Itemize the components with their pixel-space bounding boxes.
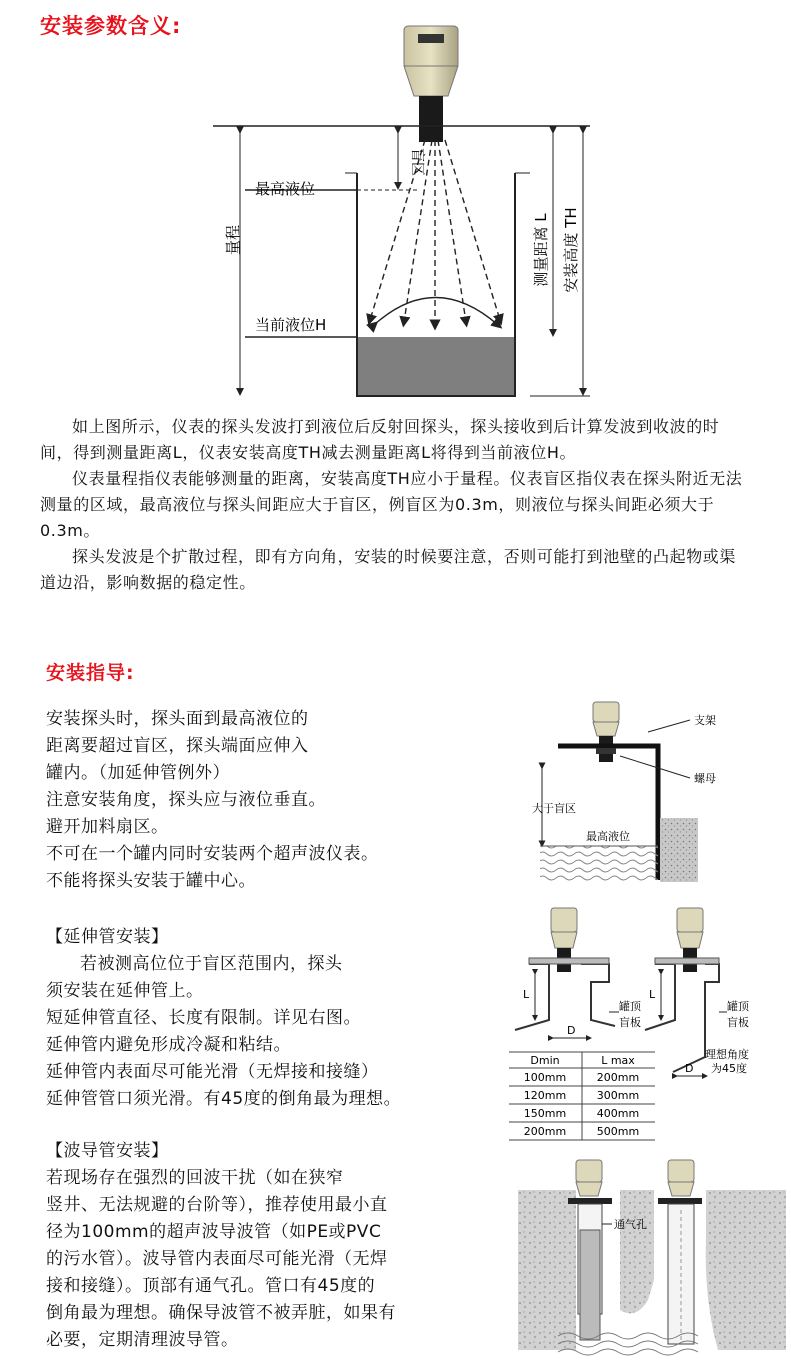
section-title: 【波导管安装】 xyxy=(46,1141,169,1161)
install-params-diagram xyxy=(0,0,791,410)
extension-line: 若被测高位位于盲区范围内，探头 xyxy=(80,954,343,974)
extension-line: 延伸管管口须光滑。有45度的倒角最为理想。 xyxy=(46,1089,402,1109)
paragraph: 仪表量程指仪表能够测量的距离，安装高度TH应小于量程。仪表盲区指仪表在探头附近无法测量的区域，最高液位与探头间距应大于盲区，例盲区为0.3m，则液位与探头间距必须大于0.3m。 xyxy=(40,469,743,540)
range-label: 量程 xyxy=(224,224,242,256)
vent-hole-label: 通气孔 xyxy=(614,1218,647,1231)
waveguide-text xyxy=(46,1138,516,1354)
install-guide-text xyxy=(46,706,516,895)
blind-plate-label: 盲板 xyxy=(619,1016,641,1029)
waveguide-diagram xyxy=(518,1150,786,1360)
blind-plate-label: 盲板 xyxy=(727,1016,749,1029)
L-label: L xyxy=(649,988,656,1001)
dimension-table xyxy=(509,1052,655,1140)
guide-line: 罐内。（加延伸管例外） xyxy=(46,763,230,783)
extension-pipe-text xyxy=(46,924,516,1113)
guide-line: 注意安装角度，探头应与液位垂直。 xyxy=(46,790,326,810)
install-guide-heading: 安装指导: xyxy=(46,662,135,684)
guide-line: 安装探头时，探头面到最高液位的 xyxy=(46,709,309,729)
blind-zone-label: 盲区 xyxy=(409,148,425,176)
guide-line: 避开加料扇区。 xyxy=(46,817,169,837)
waveguide-line: 径为100mm的超声波导波管（如PE或PVC xyxy=(46,1222,382,1242)
guide-line: 不能将探头安装于罐中心。 xyxy=(46,871,256,891)
table-cell: 300mm xyxy=(596,1089,640,1102)
D-label: D xyxy=(685,1062,694,1075)
waveguide-line: 若现场存在强烈的回波干扰（如在狭窄 xyxy=(46,1168,344,1188)
paragraph: 如上图所示，仪表的探头发波打到液位后反射回探头，探头接收到后计算发波到收波的时间，得到测量距离L，仪表安装高度TH减去测量距离L将得到当前液位H。 xyxy=(40,417,720,462)
waveguide-line: 接和接缝）。顶部有通气孔。管口有45度的 xyxy=(46,1276,376,1296)
waveguide-line: 的污水管）。波导管内表面尽可能光滑（无焊 xyxy=(46,1249,388,1269)
bracket-label: 支架 xyxy=(694,714,716,727)
table-cell: 500mm xyxy=(596,1125,640,1138)
install-guide-diagram xyxy=(520,690,790,900)
probe-icon xyxy=(576,1160,602,1196)
max-level-label: 最高液位 xyxy=(586,830,630,843)
greater-than-blind-label: 大于盲区 xyxy=(532,802,576,815)
guide-line: 不可在一个罐内同时安装两个超声波仪表。 xyxy=(46,844,379,864)
guide-line: 距离要超过盲区，探头端面应伸入 xyxy=(46,736,309,756)
measured-distance-label: 测量距离 L xyxy=(532,213,550,287)
ideal-angle-label: 为45度 xyxy=(711,1062,747,1075)
L-label: L xyxy=(523,988,530,1001)
nut-label: 螺母 xyxy=(694,772,716,785)
extension-line: 延伸管内避免形成冷凝和粘结。 xyxy=(46,1035,291,1055)
extension-line: 短延伸管直径、长度有限制。详见右图。 xyxy=(46,1008,361,1028)
table-cell: 200mm xyxy=(523,1125,567,1138)
tank-top-label: 罐顶 xyxy=(619,1000,641,1013)
D-label: D xyxy=(567,1024,576,1037)
waveguide-line: 必要，定期清理波导管。 xyxy=(46,1330,239,1350)
liquid-fill xyxy=(358,337,514,395)
extension-line: 须安装在延伸管上。 xyxy=(46,981,204,1001)
section-title: 【延伸管安装】 xyxy=(46,927,169,947)
install-height-label: 安装高度 TH xyxy=(562,207,580,293)
table-cell: 200mm xyxy=(596,1071,640,1084)
table-header: L max xyxy=(601,1054,635,1067)
extension-pipe-diagram xyxy=(505,902,790,1142)
probe-icon xyxy=(404,26,458,142)
paragraph: 探头发波是个扩散过程，即有方向角，安装的时候要注意，否则可能打到池壁的凸起物或渠道边沿，影响数据的稳定性。 xyxy=(40,547,737,592)
waveguide-line: 竖井、无法规避的台阶等），推荐使用最小直 xyxy=(46,1195,388,1215)
install-params-heading: 安装参数含义: xyxy=(40,14,182,38)
table-cell: 150mm xyxy=(523,1107,567,1120)
ideal-angle-label: 理想角度 xyxy=(705,1048,749,1061)
install-params-text xyxy=(40,414,752,596)
tank-top-label: 罐顶 xyxy=(727,1000,749,1013)
table-cell: 100mm xyxy=(523,1071,567,1084)
extension-line: 延伸管内表面尽可能光滑（无焊接和接缝） xyxy=(46,1062,379,1082)
table-header: Dmin xyxy=(530,1054,560,1067)
max-level-label: 最高液位 xyxy=(255,180,316,198)
current-level-label: 当前液位H xyxy=(255,316,327,334)
probe-icon xyxy=(668,1160,694,1196)
waveguide-line: 倒角最为理想。确保导波管不被弄脏，如果有 xyxy=(46,1303,396,1323)
table-cell: 400mm xyxy=(596,1107,640,1120)
table-cell: 120mm xyxy=(523,1089,567,1102)
